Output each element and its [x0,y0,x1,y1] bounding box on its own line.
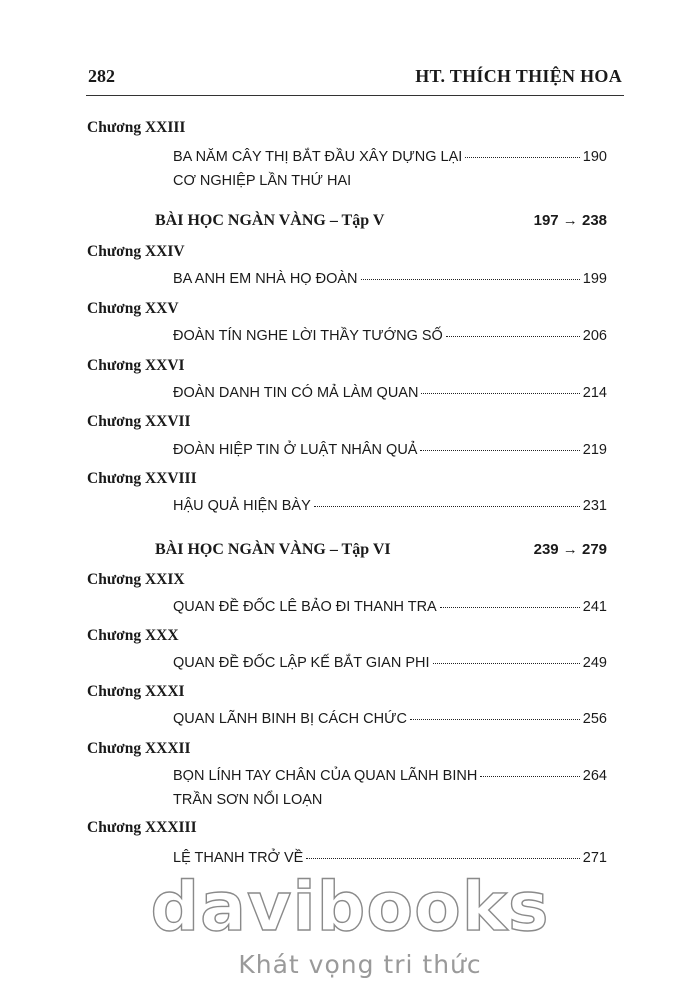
dot-leader [465,157,579,158]
chapter-label: Chương XXIX [87,571,185,588]
chapter-label: Chương XXVI [87,357,185,374]
chapter-label: Chương XXIII [87,119,186,136]
chapter-label: Chương XXVII [87,413,191,430]
dot-leader [410,719,580,720]
toc-entry [173,846,607,870]
entry-title: ĐOÀN HIỆP TIN Ở LUẬT NHÂN QUẢ [173,442,418,458]
entry-title: LỆ THANH TRỞ VỀ [173,850,304,866]
header-rule [86,95,624,96]
volume-page-range: 197 → 238 [533,212,607,229]
entry-title-continued: TRẦN SƠN NỔI LOẠN [173,792,323,808]
entry-page: 249 [582,655,607,671]
entry-title: ĐOÀN TÍN NGHE LỜI THẦY TƯỚNG SỐ [173,328,443,344]
chapter-label: Chương XXX [87,627,179,644]
entry-title: HẬU QUẢ HIỆN BÀY [173,498,311,514]
entry-page: 219 [582,442,607,458]
toc-entry [173,438,607,462]
dot-leader [433,663,580,664]
entry-title: QUAN ĐỀ ĐỐC LẬP KẾ BẮT GIAN PHI [173,655,430,671]
chapter-label: Chương XXIV [87,243,185,260]
chapter-label: Chương XXXI [87,683,185,700]
dot-leader [314,506,580,507]
toc-entry [173,381,607,405]
entry-page: 214 [582,385,607,401]
dot-leader [421,393,579,394]
chapter-label: Chương XXV [87,300,179,317]
toc-entry [173,267,607,291]
entry-page: 264 [582,768,607,784]
entry-page: 190 [582,149,607,165]
entry-page: 206 [582,328,607,344]
dot-leader [440,607,580,608]
entry-title: BA NĂM CÂY THỊ BẮT ĐẦU XÂY DỰNG LẠI [173,149,463,165]
entry-title: QUAN ĐỀ ĐỐC LÊ BẢO ĐI THANH TRA [173,599,437,615]
page-number: 282 [88,66,115,86]
toc-entry [173,145,607,193]
entry-title: ĐOÀN DANH TIN CÓ MẢ LÀM QUAN [173,385,419,401]
toc-entry [173,764,607,812]
toc-entry [173,595,607,619]
entry-title: BA ANH EM NHÀ HỌ ĐOÀN [173,271,358,287]
toc-entry [173,707,607,731]
entry-page: 231 [582,498,607,514]
entry-page: 241 [582,599,607,615]
watermark-tagline: Khát vọng tri thức [238,950,482,979]
dot-leader [361,279,580,280]
entry-page: 256 [582,711,607,727]
volume-page-range: 239 → 279 [533,541,607,558]
running-header [88,66,622,92]
volume-title: BÀI HỌC NGÀN VÀNG – Tập V [155,212,385,229]
dot-leader [306,858,579,859]
toc-entry [173,494,607,518]
running-author: HT. THÍCH THIỆN HOA [415,66,622,86]
dot-leader [420,450,579,451]
entry-title: QUAN LÃNH BINH BỊ CÁCH CHỨC [173,711,407,727]
entry-title-continued: CƠ NGHIỆP LẦN THỨ HAI [173,173,352,189]
dot-leader [446,336,580,337]
toc-entry [173,651,607,675]
toc-entry [173,324,607,348]
chapter-label: Chương XXXII [87,740,191,757]
entry-page: 271 [582,850,607,866]
entry-title: BỌN LÍNH TAY CHÂN CỦA QUAN LÃNH BINH [173,768,478,784]
entry-page: 199 [582,271,607,287]
volume-title: BÀI HỌC NGÀN VÀNG – Tập VI [155,541,391,558]
watermark-brand: davibooks [150,868,550,947]
dot-leader [480,776,580,777]
chapter-label: Chương XXVIII [87,470,197,487]
chapter-label: Chương XXXIII [87,819,197,836]
